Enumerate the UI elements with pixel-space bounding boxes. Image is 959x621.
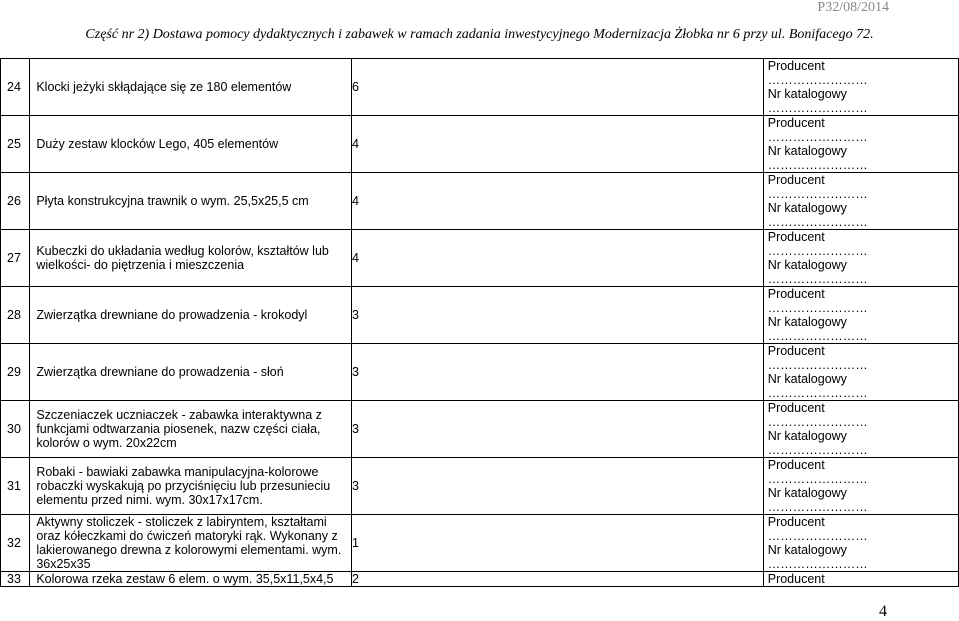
- catalog-blank: ……………………: [767, 272, 868, 286]
- item-quantity: 6: [352, 59, 764, 116]
- catalog-label: Nr katalogowy: [767, 372, 847, 386]
- item-number: 28: [1, 287, 30, 344]
- item-number: 26: [1, 173, 30, 230]
- catalog-blank: ……………………: [767, 443, 868, 457]
- catalog-blank: ……………………: [767, 215, 868, 229]
- catalog-label: Nr katalogowy: [767, 543, 847, 557]
- catalog-blank: ……………………: [767, 386, 868, 400]
- producer-cell: [763, 59, 958, 116]
- producer-cell: [763, 515, 958, 572]
- item-number: 31: [1, 458, 30, 515]
- item-number: 24: [1, 59, 30, 116]
- producer-blank: ……………………: [767, 73, 868, 87]
- table-row: [1, 572, 959, 587]
- item-name: Robaki - bawiaki zabawka manipulacyjna-kolorowe robaczki wyskakują po przyciśnięciu lub przesunieciu elementu przed nimi. wym. 30x17x17cm.: [30, 458, 352, 515]
- item-quantity: 2: [352, 572, 764, 587]
- item-number: 32: [1, 515, 30, 572]
- item-name: Zwierzątka drewniane do prowadzenia - słoń: [30, 344, 352, 401]
- producer-blank: ……………………: [767, 472, 868, 486]
- item-name: Szczeniaczek uczniaczek - zabawka interaktywna z funkcjami odtwarzania piosenek, nazw części ciała, kolorów o wym. 20x22cm: [30, 401, 352, 458]
- item-number: 30: [1, 401, 30, 458]
- item-name: Klocki jeżyki skłądające się ze 180 elementów: [30, 59, 352, 116]
- table-row: [1, 458, 959, 515]
- table-row: [1, 287, 959, 344]
- producer-blank: ……………………: [767, 358, 868, 372]
- catalog-label: Nr katalogowy: [767, 144, 847, 158]
- producer-cell: [763, 458, 958, 515]
- item-quantity: 3: [352, 344, 764, 401]
- producer-label: Producent: [767, 230, 825, 244]
- catalog-label: Nr katalogowy: [767, 486, 847, 500]
- producer-cell: [763, 287, 958, 344]
- page-number: 4: [879, 603, 887, 620]
- catalog-blank: ……………………: [767, 329, 868, 343]
- item-quantity: 4: [352, 116, 764, 173]
- producer-label: Producent: [767, 515, 825, 529]
- table-row: [1, 515, 959, 572]
- item-quantity: 3: [352, 458, 764, 515]
- catalog-label: Nr katalogowy: [767, 201, 847, 215]
- producer-label: Producent: [767, 401, 825, 415]
- document-heading: Część nr 2) Dostawa pomocy dydaktycznych i zabawek w ramach zadania inwestycyjnego Modernizacja Żłobka nr 6 przy ul. Bonifacego 72.: [85, 27, 874, 42]
- producer-blank: ……………………: [767, 415, 868, 429]
- item-number: 29: [1, 344, 30, 401]
- producer-label: Producent: [767, 116, 825, 130]
- catalog-label: Nr katalogowy: [767, 315, 847, 329]
- item-quantity: 1: [352, 515, 764, 572]
- producer-label: Producent: [767, 458, 825, 472]
- catalog-blank: ……………………: [767, 101, 868, 115]
- producer-blank: ……………………: [767, 301, 868, 315]
- producer-cell: [763, 173, 958, 230]
- producer-cell: [763, 230, 958, 287]
- producer-label: Producent: [767, 173, 825, 187]
- item-name: Kolorowa rzeka zestaw 6 elem. o wym. 35,5x11,5x4,5: [30, 572, 352, 587]
- item-name: Płyta konstrukcyjna trawnik o wym. 25,5x25,5 cm: [30, 173, 352, 230]
- table-row: [1, 173, 959, 230]
- producer-blank: ……………………: [767, 244, 868, 258]
- table-row: [1, 116, 959, 173]
- producer-cell: [763, 116, 958, 173]
- catalog-label: Nr katalogowy: [767, 258, 847, 272]
- producer-cell: [763, 572, 958, 587]
- producer-blank: ……………………: [767, 529, 868, 543]
- producer-blank: ……………………: [767, 187, 868, 201]
- producer-label: Producent: [767, 344, 825, 358]
- catalog-label: Nr katalogowy: [767, 87, 847, 101]
- producer-label: Producent: [767, 59, 825, 73]
- catalog-label: Nr katalogowy: [767, 429, 847, 443]
- table-row: [1, 401, 959, 458]
- producer-cell: [763, 401, 958, 458]
- item-quantity: 3: [352, 401, 764, 458]
- item-name: Duży zestaw klocków Lego, 405 elementów: [30, 116, 352, 173]
- producer-blank: ……………………: [767, 130, 868, 144]
- catalog-blank: ……………………: [767, 557, 868, 571]
- item-name: Kubeczki do układania według kolorów, kształtów lub wielkości- do piętrzenia i mieszczenia: [30, 230, 352, 287]
- producer-cell: [763, 344, 958, 401]
- item-quantity: 3: [352, 287, 764, 344]
- items-table: [0, 58, 959, 587]
- table-row: [1, 59, 959, 116]
- catalog-blank: ……………………: [767, 500, 868, 514]
- item-name: Aktywny stoliczek - stoliczek z labiryntem, kształtami oraz kółeczkami do ćwiczeń matoryki rąk. Wykonany z lakierowanego drewna z kolorowymi elementami. wym. 36x25x35: [30, 515, 352, 572]
- item-number: 33: [1, 572, 30, 587]
- producer-label: Producent: [767, 572, 825, 586]
- item-name: Zwierzątka drewniane do prowadzenia - krokodyl: [30, 287, 352, 344]
- table-row: [1, 230, 959, 287]
- table-row: [1, 344, 959, 401]
- item-number: 25: [1, 116, 30, 173]
- item-number: 27: [1, 230, 30, 287]
- document-reference: P32/08/2014: [817, 0, 889, 15]
- catalog-blank: ……………………: [767, 158, 868, 172]
- item-quantity: 4: [352, 173, 764, 230]
- item-quantity: 4: [352, 230, 764, 287]
- producer-label: Producent: [767, 287, 825, 301]
